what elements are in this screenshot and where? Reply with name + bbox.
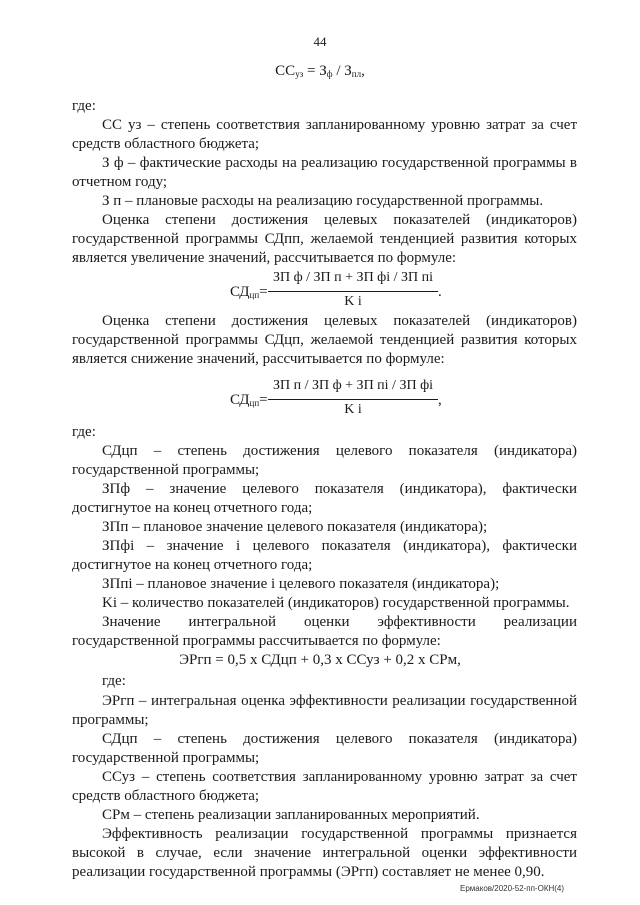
text-line: Оценка степени достижения целевых показателей (индикаторов) [102,212,577,228]
text-line: З п – плановые расходы на реализацию государственной программы. [102,193,544,209]
text-line: СРм – степень реализации запланированных мероприятий. [102,807,480,823]
formula-integral: ЭРгп = 0,5 х СДцп + 0,3 х ССуз + 0,2 х СРм, [179,652,461,668]
text-line: государственной программы; [72,462,260,478]
text-line: ССуз – степень соответствия запланированному уровню затрат за счет [102,769,577,785]
text-line: средств областного бюджета; [72,788,260,804]
text-line: ЗПпi – плановое значение i целевого показателя (индикатора); [102,576,500,592]
text-line: отчетном году; [72,174,168,190]
text-line: Эффективность реализации государственной программы признается [102,826,577,842]
text-line: государственной программы СДцп, желаемой тенденцией развития которых [72,332,577,348]
formula-cc: $СС_{уз} = З_ф / З_{пл}$, [275,63,365,79]
text-line: Значение интегральной оценки эффективности реализации [102,614,577,630]
text-line: государственной программы рассчитывается по формуле: [72,633,441,649]
formula-increase: $СД_{цп}=$ ЗП ф / ЗП п + ЗП фi / ЗП пi K i . [230,270,442,309]
text-line: программы; [72,712,149,728]
text-line: государственной программы; [72,750,260,766]
text-line: СДцп – степень достижения целевого показателя (индикатора) [102,731,577,747]
text-line: где: [102,673,126,689]
text-line: высокой в случае, если значение интегральной оценки эффективности [72,845,577,861]
formula-decrease: $СД_{цп}=$ ЗП п / ЗП ф + ЗП пi / ЗП фi K i , [230,378,442,417]
text-line: ЗПп – плановое значение целевого показателя (индикатора); [102,519,488,535]
text-line: Ki – количество показателей (индикаторов) государственной программы. [102,595,570,611]
text-line: средств областного бюджета; [72,136,260,152]
text-line: государственной программы СДпп, желаемой тенденцией развития которых [72,231,577,247]
text-line: является увеличение значений, рассчитывается по формуле: [72,250,457,266]
text-line: ЗПфi – значение i целевого показателя (индикатора), фактически [102,538,577,554]
text-line: Оценка степени достижения целевых показателей (индикаторов) [102,313,577,329]
text-line: З ф – фактические расходы на реализацию государственной программы в [102,155,577,171]
text-line: ЭРгп – интегральная оценка эффективности реализации государственной [102,693,577,709]
text-line: реализации государственной программы (ЭРгп) составляет не менее 0,90. [72,864,545,880]
text-line: достигнутое на конец отчетного года; [72,500,313,516]
text-line: где: [72,424,96,440]
footer-code: Ермаков/2020-52-пп-ОКН(4) [460,884,565,893]
page-number: 44 [313,34,327,49]
text-line: СС уз – степень соответствия запланированному уровню затрат за счет [102,117,577,133]
text-line: ЗПф – значение целевого показателя (индикатора), фактически [102,481,577,497]
text-line: достигнутое на конец отчетного года; [72,557,313,573]
text-line: является снижение значений, рассчитывается по формуле: [72,351,445,367]
text-line: где: [72,98,96,114]
text-line: СДцп – степень достижения целевого показателя (индикатора) [102,443,577,459]
